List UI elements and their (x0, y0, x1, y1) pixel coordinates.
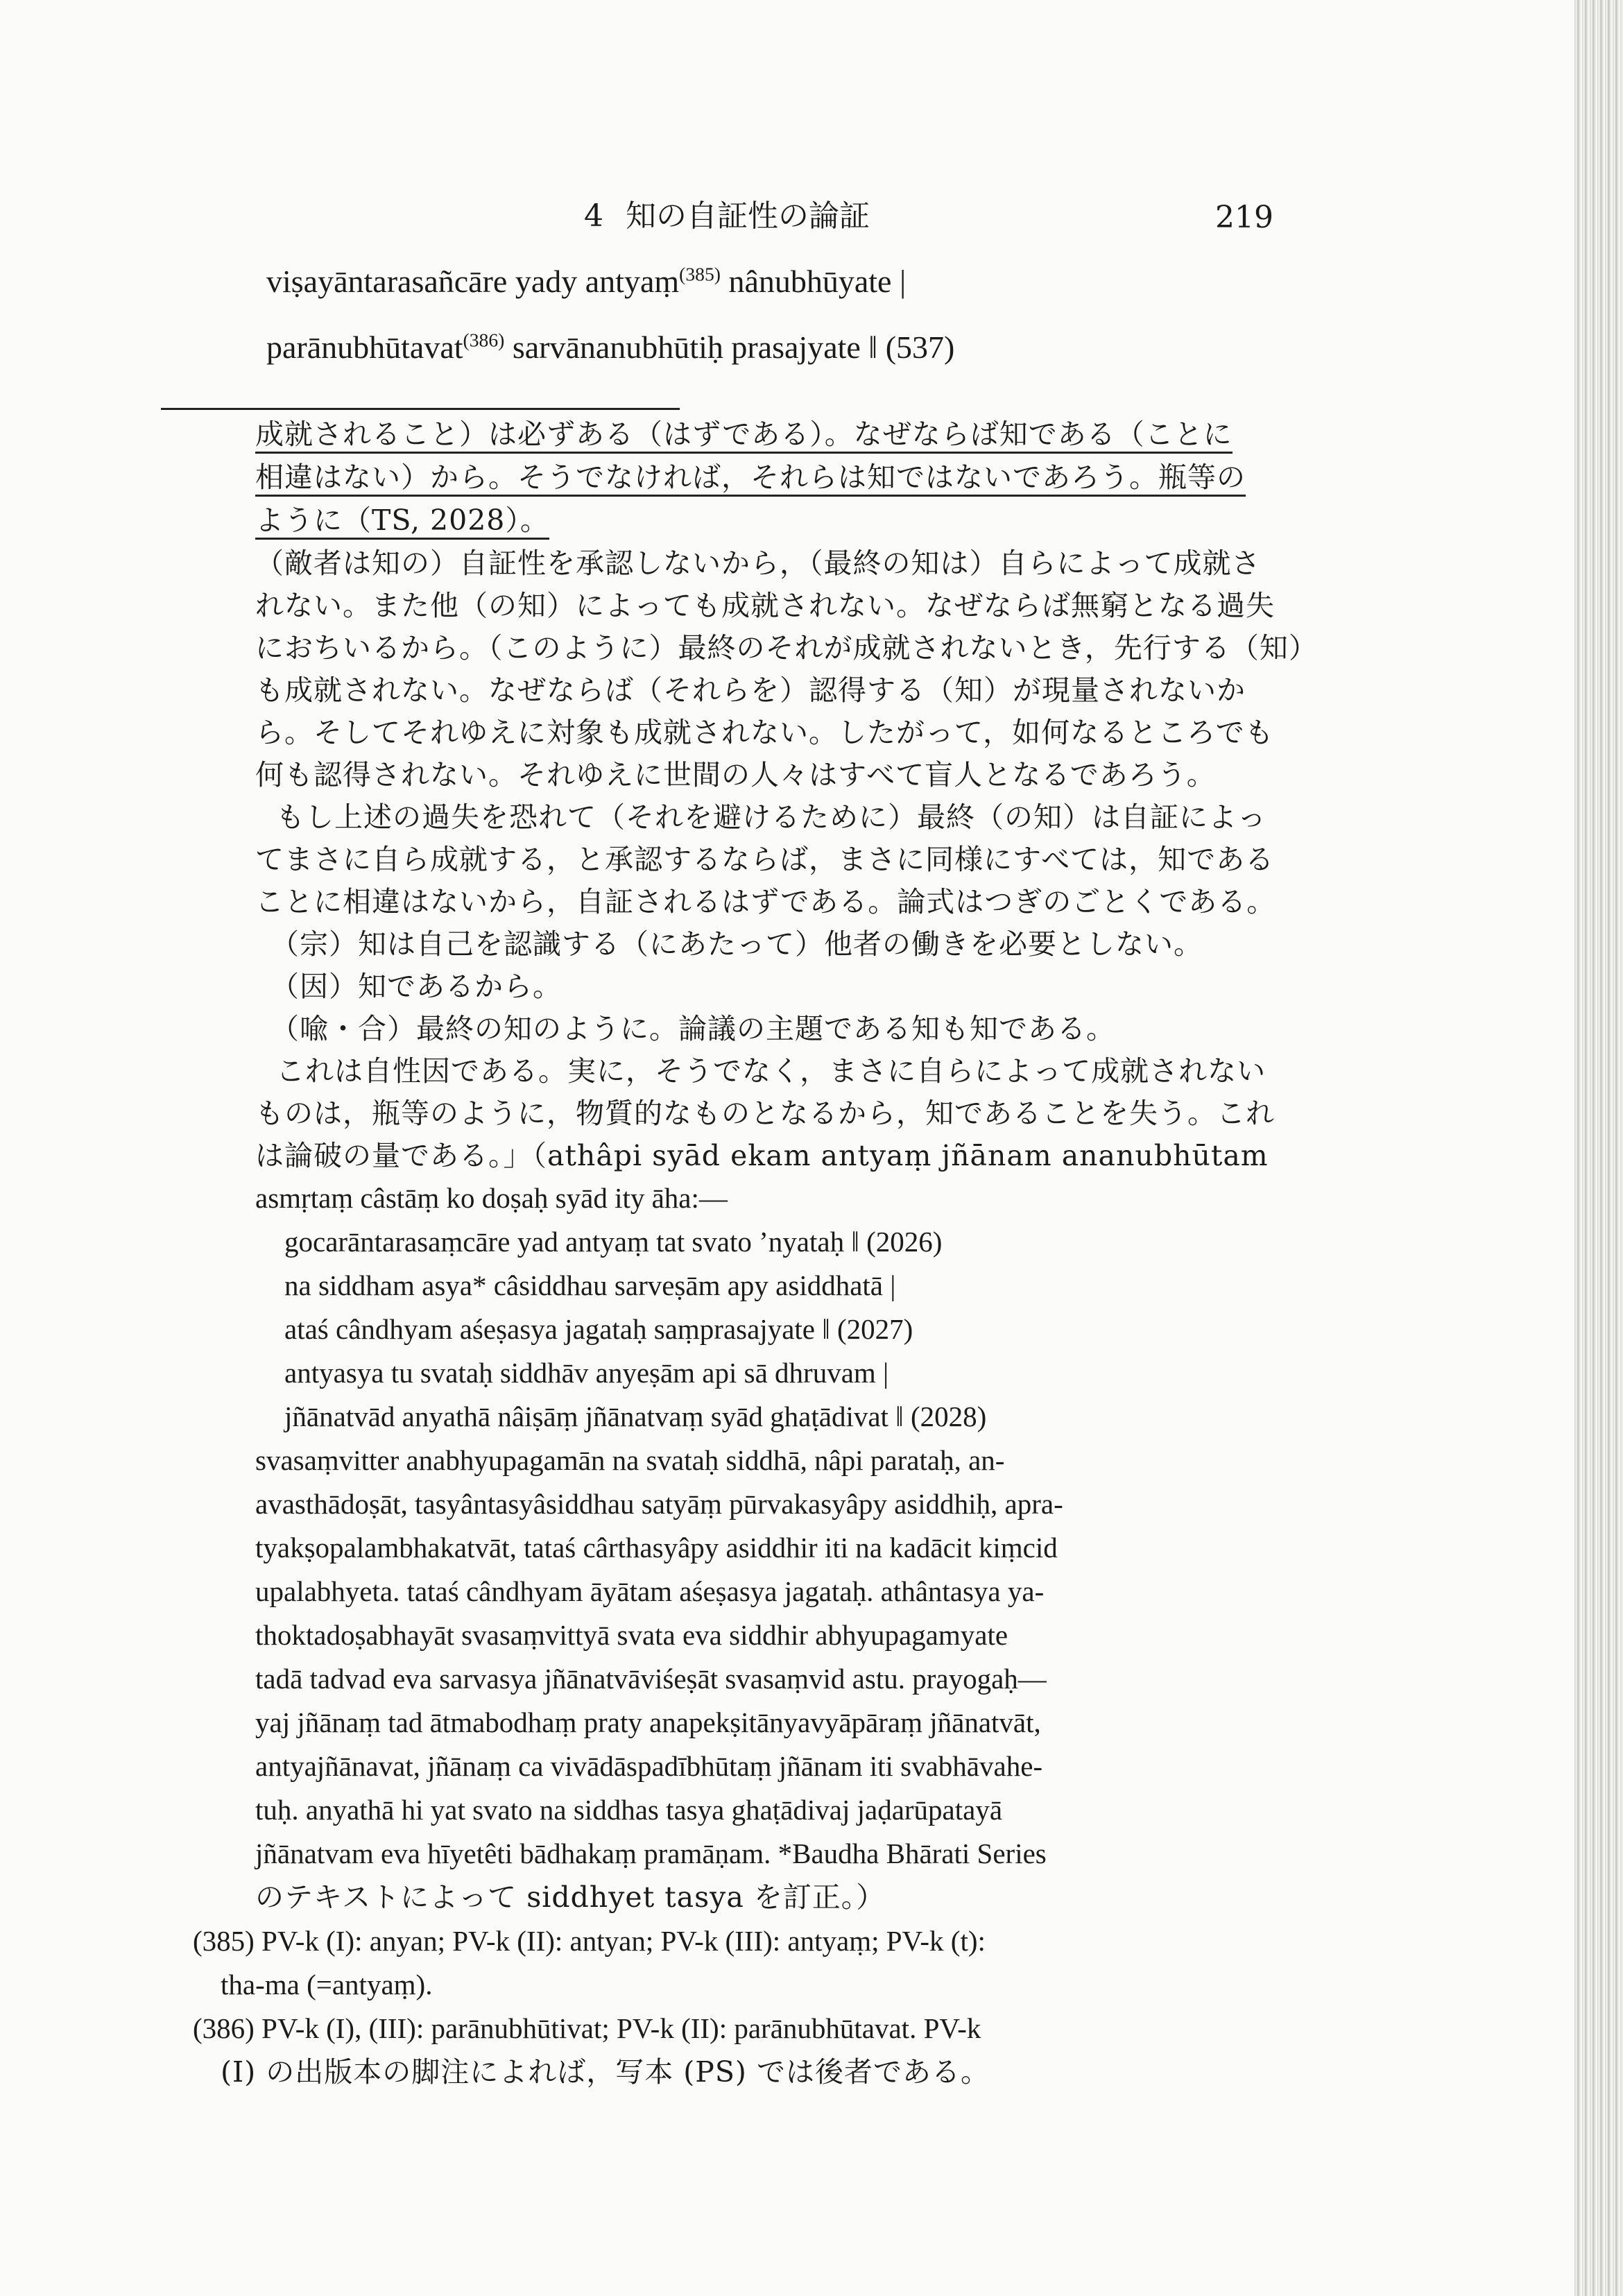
text-line: ら。そしてそれゆえに対象も成就されない。したがって，如何なるところでも (255, 716, 1274, 749)
text-line: これは自性因である。実に，そうでなく，まさに自らによって成就されない (276, 1054, 1266, 1088)
sanskrit-prose-line: jñānatvam eva hīyetêti bādhakaṃ pramāṇam. *Baudha Bhārati Series (255, 1837, 1047, 1869)
text-line: 何も認得されない。それゆえに世間の人々はすべて盲人となるであろう。 (255, 758, 1216, 791)
note-386: (386) PV-k (I), (III): parānubhūtivat; PV-k (II): parānubhūtavat. PV-k (193, 2012, 981, 2044)
sanskrit-prose-line: tyakṣopalambhakatvāt, tataś cârthasyâpy asiddhir iti na kadācit kiṃcid (255, 1532, 1058, 1563)
running-title: 知の自証性の論証 (626, 198, 870, 234)
verse-line-2 (266, 329, 955, 365)
example-line: （喩・合）最終の知のように。論議の主題である知も知である。 (270, 1012, 1115, 1045)
footnote-rule (161, 408, 680, 410)
note-385-continued: tha-ma (=antyaṃ). (221, 1969, 433, 2001)
text-line: てまさに自ら成就する，と承認するならば，まさに同様にすべては，知である (255, 843, 1275, 876)
underlined-line: 相違はない）から。そうでなければ，それらは知ではないであろう。瓶等の (255, 463, 1246, 497)
sanskrit-prose-line: thoktadoṣabhayāt svasaṃvittyā svata eva siddhir abhyupagamyate (255, 1619, 1008, 1651)
sanskrit-verse-line: antyasya tu svataḥ siddhāv anyeṣām api sā dhruvam | (284, 1357, 889, 1389)
verse-line-1 (266, 263, 907, 299)
sanskrit-prose-line: upalabhyeta. tataś cândhyam āyātam aśeṣasya jagataḥ. athântasya ya- (255, 1575, 1045, 1607)
sanskrit-verse-line: gocarāntarasaṃcāre yad antyaṃ tat svato ’nyataḥ ‖ (2026) (284, 1226, 943, 1258)
sanskrit-prose-line: tuḥ. anyathā hi yat svato na siddhas tasya ghaṭādivaj jaḍarūpatayā (255, 1794, 1003, 1826)
verse-line-2-text-b: sarvānanubhūtiḥ prasajyate ‖ (537) (504, 329, 955, 365)
text-line: ものは，瓶等のように，物質的なものとなるから，知であることを失う。これ (255, 1097, 1275, 1130)
sanskrit-verse-line: jñānatvād anyathā nâiṣāṃ jñānatvaṃ syād ghaṭādivat ‖ (2028) (284, 1400, 987, 1432)
text-line: は論破の量である。」（athâpi syād ekam antyaṃ jñānam ananubhūtam (255, 1139, 1269, 1172)
note-385: (385) PV-k (I): anyan; PV-k (II): antyan; PV-k (III): antyaṃ; PV-k (t): (193, 1925, 986, 1957)
page-gutter (1574, 0, 1623, 2296)
sanskrit-verse-line: na siddham asya* câsiddhau sarveṣām apy asiddhatā | (284, 1269, 896, 1301)
reason-line: （因）知であるから。 (270, 970, 562, 1003)
text-line: もし上述の過失を恐れて（それを避けるために）最終（の知）は自証によっ (276, 800, 1266, 834)
text-line: れない。また他（の知）によっても成就されない。なぜならば無窮となる過失 (255, 589, 1275, 622)
note-386-continued: (I) の出版本の脚注によれば，写本 (PS) では後者である。 (221, 2055, 990, 2089)
text-line: asmṛtaṃ câstāṃ ko doṣaḥ syād ity āha:— (255, 1182, 728, 1214)
sanskrit-prose-line: avasthādoṣāt, tasyântasyâsiddhau satyāṃ pūrvakasyâpy asiddhiḥ, apra- (255, 1488, 1063, 1520)
sanskrit-prose-line: svasaṃvitter anabhyupagamān na svataḥ siddhā, nâpi parataḥ, an- (255, 1444, 1005, 1476)
sanskrit-verse-line: ataś cândhyam aśeṣasya jagataḥ saṃprasajyate ‖ (2027) (284, 1313, 913, 1345)
page-number: 219 (1215, 200, 1273, 235)
chapter-number: 4 (584, 198, 603, 234)
sanskrit-prose-line: tadā tadvad eva sarvasya jñānatvāviśeṣāt svasaṃvid astu. prayogaḥ— (255, 1663, 1047, 1695)
text-line: （敵者は知の）自証性を承認しないから，（最終の知は）自らによって成就さ (255, 547, 1261, 580)
thesis-line: （宗）知は自己を認識する（にあたって）他者の働きを必要としない。 (270, 927, 1203, 961)
footnote-ref-386: (386) (463, 329, 505, 351)
footnote-ref-385: (385) (679, 263, 721, 285)
text-line: ことに相違はないから，自証されるはずである。論式はつぎのごとくである。 (255, 885, 1276, 918)
underlined-line: ように（TS, 2028）。 (255, 506, 549, 540)
verse-line-1-text-b: nânubhūyate | (720, 264, 907, 299)
verse-line-1-text-a: viṣayāntarasañcāre yady antyaṃ (266, 264, 680, 299)
text-line: におちいるから。（このように）最終のそれが成就されないとき，先行する（知） (255, 631, 1318, 665)
text-line: も成就されない。なぜならば（それらを）認得する（知）が現量されないか (255, 674, 1246, 707)
underlined-line: 成就されること）は必ずある（はずである）。なぜならば知である（ことに (255, 420, 1233, 454)
sanskrit-prose-line: yaj jñānaṃ tad ātmabodhaṃ praty anapekṣitānyavyāpāraṃ jñānatvāt, (255, 1706, 1041, 1738)
text-line: のテキストによって siddhyet tasya を訂正。） (255, 1881, 886, 1914)
sanskrit-prose-line: antyajñānavat, jñānaṃ ca vivādāspadībhūtaṃ jñānam iti svabhāvahe- (255, 1750, 1043, 1782)
verse-line-2-text-a: parānubhūtavat (266, 329, 463, 365)
